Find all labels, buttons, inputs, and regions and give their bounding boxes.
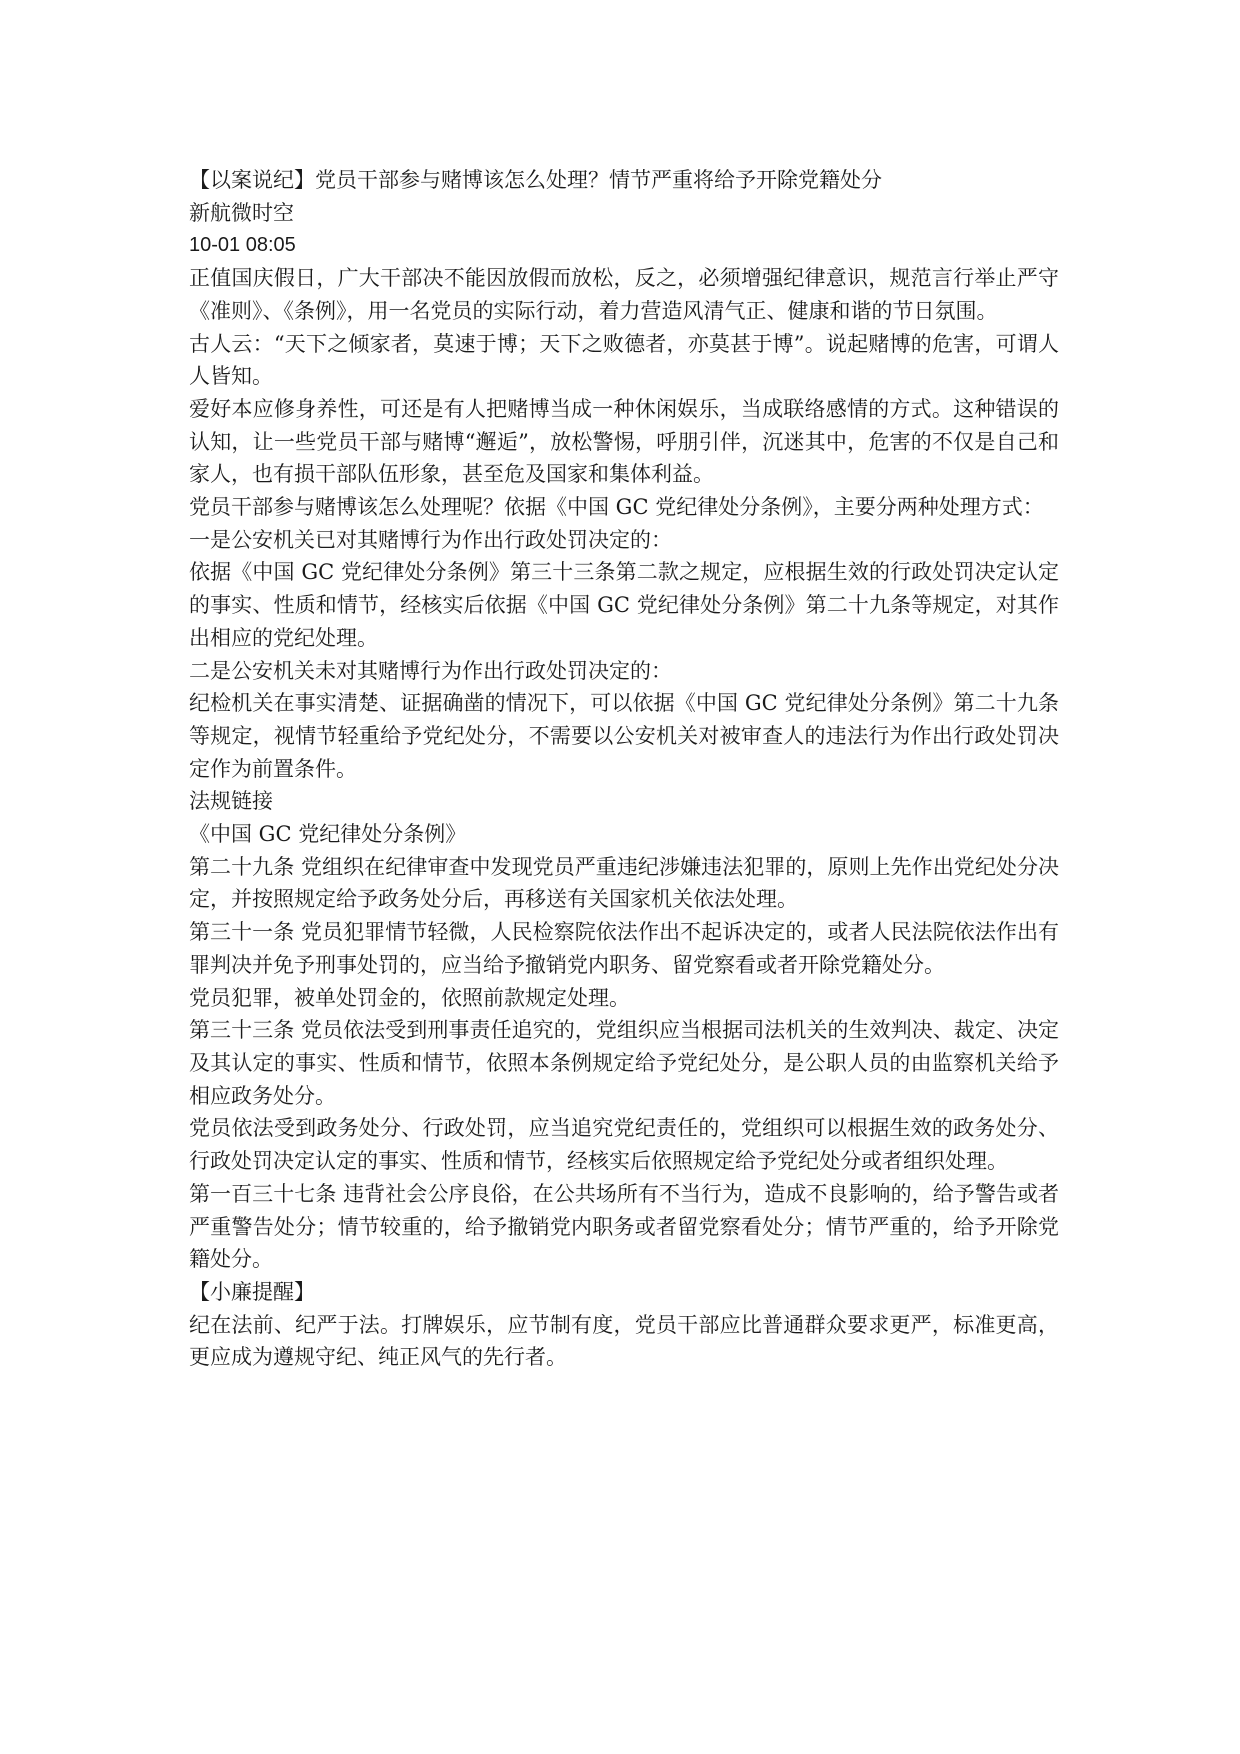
article-31-clause-2: 党员犯罪，被单处罚金的，依照前款规定处理。 [189,985,630,1010]
regulation-title: 《中国 GC 党纪律处分条例》 [189,822,467,847]
paragraph-case-one-heading: 一是公安机关已对其赌博行为作出行政处罚决定的： [189,527,672,552]
reminder-body: 纪在法前、纪严于法。打牌娱乐，应节制有度，党员干部应比普通群众要求更严，标准更高，更应成为遵规守纪、纯正风气的先行者。 [189,1312,1059,1370]
reminder-heading: 【小廉提醒】 [189,1279,315,1304]
section-heading-regulations: 法规链接 [189,789,273,814]
paragraph-case-two-heading: 二是公安机关未对其赌博行为作出行政处罚决定的： [189,658,672,683]
paragraph-quote: 古人云：“天下之倾家者，莫速于博；天下之败德者，亦莫甚于博”。说起赌博的危害，可谓人人皆知。 [189,331,1059,389]
article-33-clause-2: 党员依法受到政务处分、行政处罚，应当追究党纪责任的，党组织可以根据生效的政务处分、行政处罚决定认定的事实、性质和情节，经核实后依照规定给予党纪处分或者组织处理。 [189,1116,1059,1174]
paragraph-hobby: 爱好本应修身养性，可还是有人把赌博当成一种休闲娱乐，当成联络感情的方式。这种错误的认知，让一些党员干部与赌博“邂逅”，放松警惕，呼朋引伴，沉迷其中，危害的不仅是自己和家人，也有损干部队伍形象，甚至危及国家和集体利益。 [189,396,1059,487]
article-33: 第三十三条 党员依法受到刑事责任追究的，党组织应当根据司法机关的生效判决、裁定、决定及其认定的事实、性质和情节，依照本条例规定给予党纪处分，是公职人员的由监察机关给予相应政务处分。 [189,1018,1059,1108]
paragraph-case-two-body: 纪检机关在事实清楚、证据确凿的情况下，可以依据《中国 GC 党纪律处分条例》第二十九条等规定，视情节轻重给予党纪处分，不需要以公安机关对被审查人的违法行为作出行政处罚决定作为前置条件。 [189,691,1059,781]
paragraph-case-one-body: 依据《中国 GC 党纪律处分条例》第三十三条第二款之规定，应根据生效的行政处罚决定认定的事实、性质和情节，经核实后依据《中国 GC 党纪律处分条例》第二十九条等规定，对其作出相应的党纪处理。 [189,560,1059,650]
article-datetime: 10-01 08:05 [189,234,296,257]
document-page [189,164,1059,1374]
article-137: 第一百三十七条 违背社会公序良俗，在公共场所有不当行为，造成不良影响的，给予警告或者严重警告处分；情节较重的，给予撤销党内职务或者留党察看处分；情节严重的，给予开除党籍处分。 [189,1181,1059,1272]
article-29: 第二十九条 党组织在纪律审查中发现党员严重违纪涉嫌违法犯罪的，原则上先作出党纪处分决定，并按照规定给予政务处分后，再移送有关国家机关依法处理。 [189,854,1059,912]
article-31: 第三十一条 党员犯罪情节轻微，人民检察院依法作出不起诉决定的，或者人民法院依法作出有罪判决并免予刑事处罚的，应当给予撤销党内职务、留党察看或者开除党籍处分。 [189,920,1059,977]
article-source: 新航微时空 [189,200,294,225]
article-title: 【以案说纪】党员干部参与赌博该怎么处理？情节严重将给予开除党籍处分 [189,168,882,192]
paragraph-question: 党员干部参与赌博该怎么处理呢？依据《中国 GC 党纪律处分条例》，主要分两种处理方式： [189,495,1044,520]
paragraph-intro: 正值国庆假日，广大干部决不能因放假而放松，反之，必须增强纪律意识，规范言行举止严守《准则》、《条例》，用一名党员的实际行动，着力营造风清气正、健康和谐的节日氛围。 [189,266,1059,323]
